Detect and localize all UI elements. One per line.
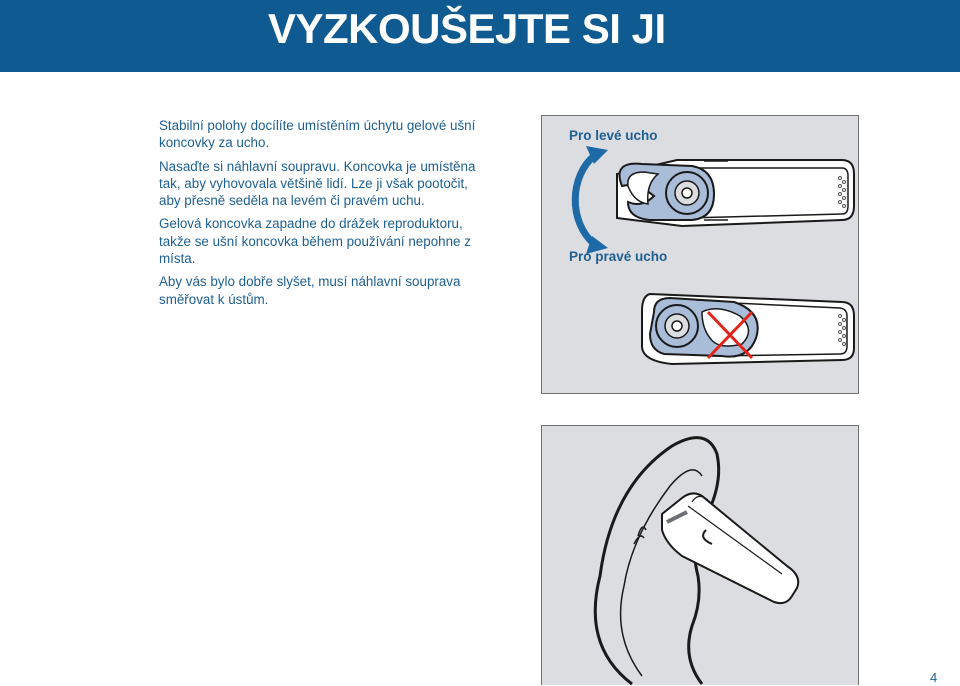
page-number: 4 bbox=[930, 670, 938, 685]
paragraph-4: Aby vás bylo dobře slyšet, musí náhlavní souprava směřovat k ústům. bbox=[159, 274, 461, 307]
ear-illustration bbox=[542, 426, 858, 686]
headset-left-illustration bbox=[617, 160, 854, 226]
headset-worn-illustration bbox=[662, 493, 798, 603]
paragraph-2: Nasaďte si náhlavní soupravu. Koncovka je umístěna tak, aby vyhovovala většině lidí. Lze ji však pootočit, aby přesně seděla na levém či pravém uchu. bbox=[159, 158, 476, 209]
orientation-figure bbox=[541, 115, 859, 394]
rotate-arrow-icon bbox=[575, 146, 608, 254]
label-right-ear: Pro pravé ucho bbox=[569, 249, 668, 264]
paragraph-3: Gelová koncovka zapadne do drážek reproduktoru, takže se ušní koncovka během používání nepohne z místa. bbox=[159, 216, 471, 267]
paragraph-1: Stabilní polohy docílíte umístěním úchytu gelové ušní koncovky za ucho. bbox=[159, 118, 476, 151]
label-left-ear: Pro levé ucho bbox=[569, 128, 658, 143]
wearing-figure bbox=[541, 425, 859, 685]
page-title: VYZKOUŠEJTE SI JI bbox=[268, 5, 666, 52]
instructions-text bbox=[159, 117, 479, 314]
